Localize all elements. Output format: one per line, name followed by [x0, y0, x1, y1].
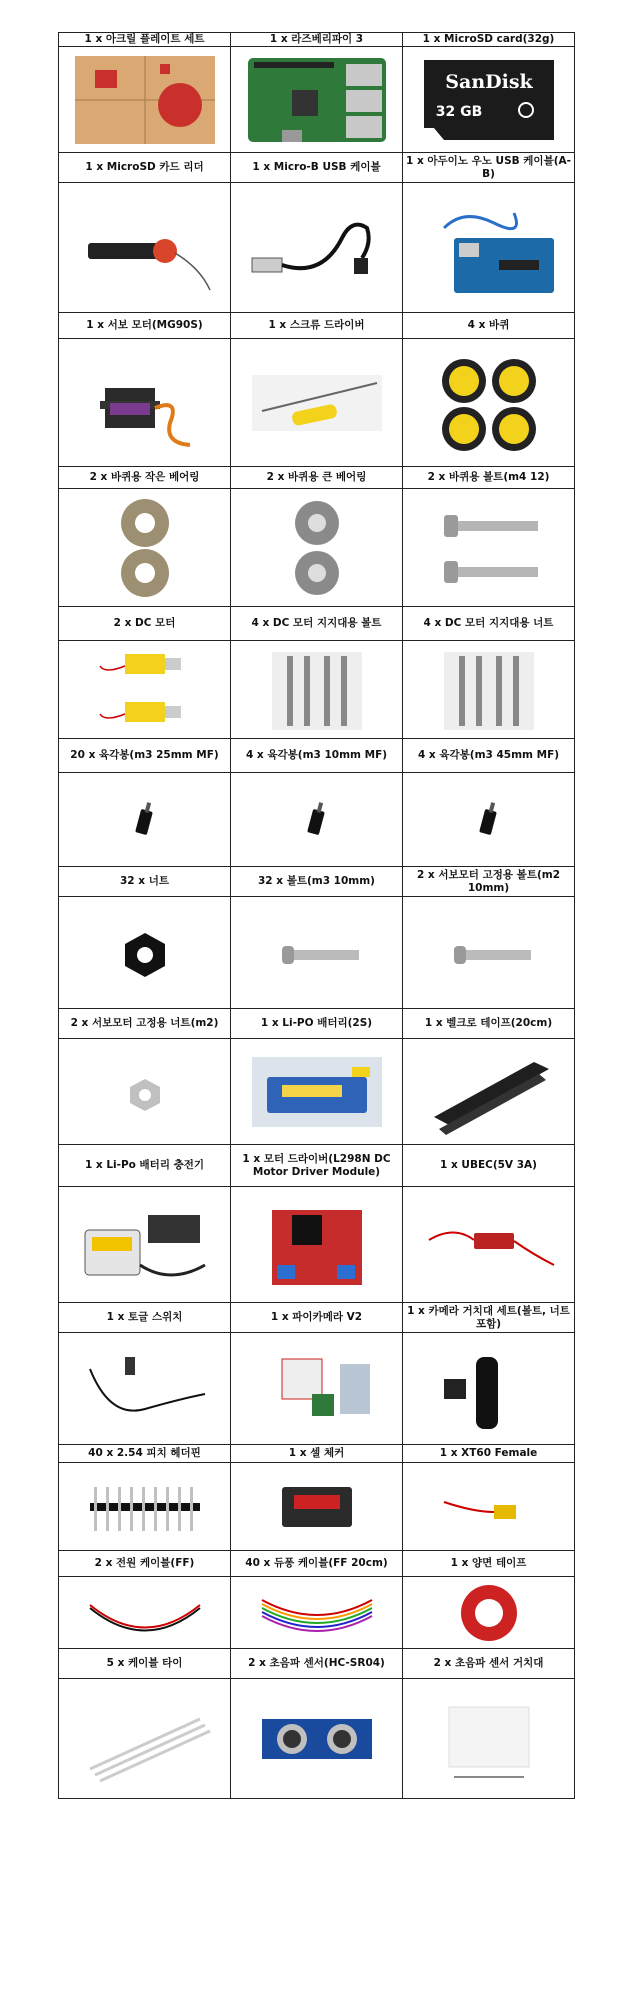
image-lipo-charger [59, 1187, 231, 1303]
label-cable-ties: 5 x 케이블 타이 [59, 1649, 231, 1679]
image-dc-motor-support-nuts [403, 641, 575, 739]
image-velcro-tape [403, 1039, 575, 1145]
label-camera-mount: 1 x 카메라 거치대 세트(볼트, 너트 포함) [403, 1303, 575, 1333]
label-bolts-m3: 32 x 볼트(m3 10mm) [231, 867, 403, 897]
label-hex-standoff-25mm: 20 x 육각봉(m3 25mm MF) [59, 739, 231, 773]
image-hex-standoff-45mm [403, 773, 575, 867]
label-toggle-switch: 1 x 토글 스위치 [59, 1303, 231, 1333]
image-ubec [403, 1187, 575, 1303]
image-servo-fix-nuts [59, 1039, 231, 1145]
image-toggle-switch [59, 1333, 231, 1445]
image-hex-standoff-10mm [231, 773, 403, 867]
label-lipo-battery: 1 x Li-PO 배터리(2S) [231, 1009, 403, 1039]
image-lipo-battery [231, 1039, 403, 1145]
label-velcro-tape: 1 x 벨크로 테이프(20cm) [403, 1009, 575, 1039]
image-wheels [403, 339, 575, 467]
label-lipo-charger: 1 x Li-Po 배터리 충전기 [59, 1145, 231, 1187]
image-acrylic-plate [59, 47, 231, 153]
image-dc-motor-support-bolts [231, 641, 403, 739]
label-servo-fix-nuts: 2 x 서보모터 고정용 너트(m2) [59, 1009, 231, 1039]
image-arduino-usb-cable [403, 183, 575, 313]
image-nuts [59, 897, 231, 1009]
image-xt60-female [403, 1463, 575, 1551]
image-micro-b-usb-cable [231, 183, 403, 313]
label-small-bearing: 2 x 바퀴용 작은 베어링 [59, 467, 231, 489]
sdcard-capacity: 32 GB [435, 103, 482, 120]
image-pi-camera [231, 1333, 403, 1445]
image-small-bearing [59, 489, 231, 607]
label-sd-card-reader: 1 x MicroSD 카드 리더 [59, 153, 231, 183]
image-double-sided-tape [403, 1577, 575, 1649]
image-camera-mount [403, 1333, 575, 1445]
image-wheel-bolts [403, 489, 575, 607]
label-micro-b-usb-cable: 1 x Micro-B USB 케이블 [231, 153, 403, 183]
label-motor-driver: 1 x 모터 드라이버(L298N DC Motor Driver Module) [231, 1145, 403, 1187]
parts-table [58, 32, 575, 1799]
image-servo-motor [59, 339, 231, 467]
sdcard-brand: SanDisk [444, 70, 533, 93]
image-sd-card-reader [59, 183, 231, 313]
label-large-bearing: 2 x 바퀴용 큰 베어링 [231, 467, 403, 489]
image-header-pins [59, 1463, 231, 1551]
label-pi-camera: 1 x 파이카메라 V2 [231, 1303, 403, 1333]
label-hex-standoff-10mm: 4 x 육각봉(m3 10mm MF) [231, 739, 403, 773]
label-microsd-card: 1 x MicroSD card(32g) [403, 33, 575, 47]
label-dc-motor-support-nuts: 4 x DC 모터 지지대용 너트 [403, 607, 575, 641]
label-arduino-usb-cable: 1 x 아두이노 우노 USB 케이블(A-B) [403, 153, 575, 183]
label-double-sided-tape: 1 x 양면 테이프 [403, 1551, 575, 1577]
image-hex-standoff-25mm [59, 773, 231, 867]
label-ultrasonic-mount: 2 x 초음파 센서 거치대 [403, 1649, 575, 1679]
label-hex-standoff-45mm: 4 x 육각봉(m3 45mm MF) [403, 739, 575, 773]
image-motor-driver [231, 1187, 403, 1303]
image-screwdriver [231, 339, 403, 467]
image-dc-motor [59, 641, 231, 739]
image-cell-checker [231, 1463, 403, 1551]
label-ultrasonic-sensor: 2 x 초음파 센서(HC-SR04) [231, 1649, 403, 1679]
label-screwdriver: 1 x 스크류 드라이버 [231, 313, 403, 339]
image-large-bearing [231, 489, 403, 607]
label-acrylic-plate: 1 x 아크릴 플레이트 세트 [59, 33, 231, 47]
label-wheels: 4 x 바퀴 [403, 313, 575, 339]
label-cell-checker: 1 x 셀 체커 [231, 1445, 403, 1463]
image-microsd-card [403, 47, 575, 153]
label-power-cable: 2 x 전원 케이블(FF) [59, 1551, 231, 1577]
image-cable-ties [59, 1679, 231, 1799]
image-raspberry-pi [231, 47, 403, 153]
label-servo-motor: 1 x 서보 모터(MG90S) [59, 313, 231, 339]
label-ubec: 1 x UBEC(5V 3A) [403, 1145, 575, 1187]
image-servo-fix-bolts [403, 897, 575, 1009]
label-servo-fix-bolts: 2 x 서보모터 고정용 볼트(m2 10mm) [403, 867, 575, 897]
image-bolts-m3 [231, 897, 403, 1009]
image-ultrasonic-mount [403, 1679, 575, 1799]
image-dupont-cable [231, 1577, 403, 1649]
image-power-cable [59, 1577, 231, 1649]
label-xt60-female: 1 x XT60 Female [403, 1445, 575, 1463]
label-dupont-cable: 40 x 듀퐁 케이블(FF 20cm) [231, 1551, 403, 1577]
label-header-pins: 40 x 2.54 피치 헤더핀 [59, 1445, 231, 1463]
label-nuts: 32 x 너트 [59, 867, 231, 897]
label-raspberry-pi: 1 x 라즈베리파이 3 [231, 33, 403, 47]
label-wheel-bolts: 2 x 바퀴용 볼트(m4 12) [403, 467, 575, 489]
label-dc-motor: 2 x DC 모터 [59, 607, 231, 641]
image-ultrasonic-sensor [231, 1679, 403, 1799]
label-dc-motor-support-bolts: 4 x DC 모터 지지대용 볼트 [231, 607, 403, 641]
